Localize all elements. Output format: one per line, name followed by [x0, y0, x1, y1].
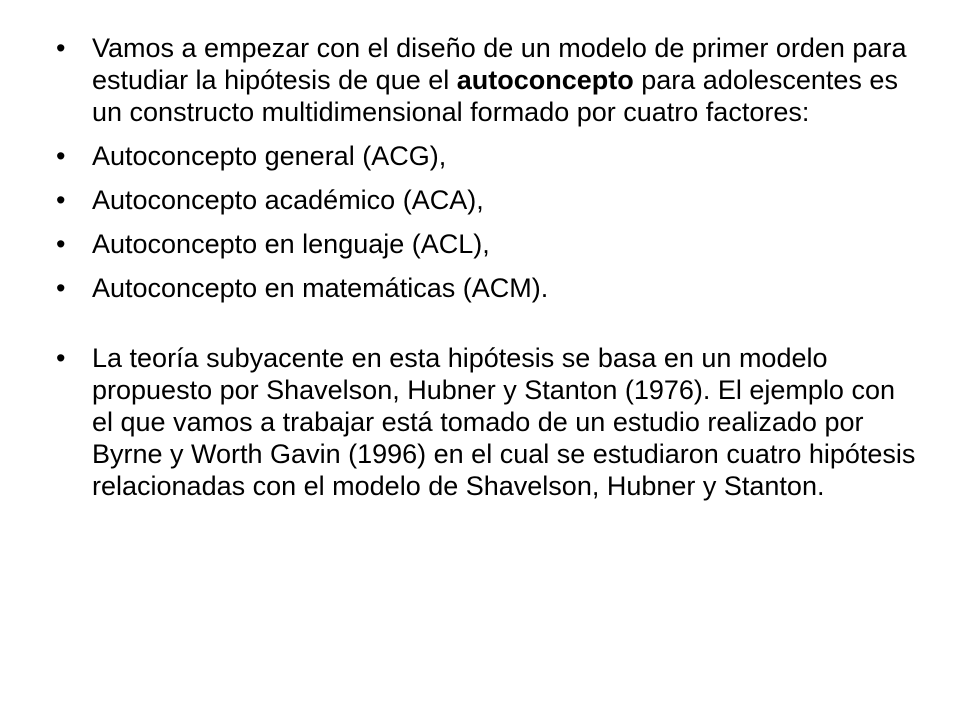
- bullet-icon: •: [56, 185, 66, 215]
- bullet-icon: •: [56, 33, 66, 63]
- bullet-text-acg: Autoconcepto general (ACG),: [92, 141, 447, 171]
- bullet-item-acm: [56, 272, 916, 304]
- intro-text-end: para adolescentes es un constructo multidimensional formado por cuatro factores:: [92, 65, 898, 127]
- bullet-icon: •: [56, 273, 66, 303]
- bullet-text-aca: Autoconcepto académico (ACA),: [92, 185, 484, 215]
- bullet-icon: •: [56, 343, 66, 373]
- bullet-icon: •: [56, 141, 66, 171]
- bullet-icon: •: [56, 229, 66, 259]
- bullet-item-theory: [56, 342, 916, 502]
- intro-text-emphasis: autoconcepto: [456, 65, 634, 95]
- bullet-text-acm: Autoconcepto en matemáticas (ACM).: [92, 273, 549, 303]
- intro-text-start: Vamos a empezar con el diseño de un modelo de primer orden para estudiar la hipótesis de que el: [92, 33, 907, 95]
- bullet-item-acg: [56, 140, 916, 172]
- bullet-item-acl: [56, 228, 916, 260]
- bullet-text-acl: Autoconcepto en lenguaje (ACL),: [92, 229, 490, 259]
- bullet-text-theory: La teoría subyacente en esta hipótesis se basa en un modelo propuesto por Shavelson, Hubner y Stanton (1976). El ejemplo con el que vamos a trabajar está tomado de un estudio realizado por Byrne y Worth Gavin (1996) en el cual se estudiaron cuatro hipótesis relacionadas con el modelo de Shavelson, Hubner y Stanton.: [92, 343, 916, 501]
- bullet-item-intro: [56, 32, 916, 128]
- bullet-item-aca: [56, 184, 916, 216]
- bullet-list: [56, 32, 916, 514]
